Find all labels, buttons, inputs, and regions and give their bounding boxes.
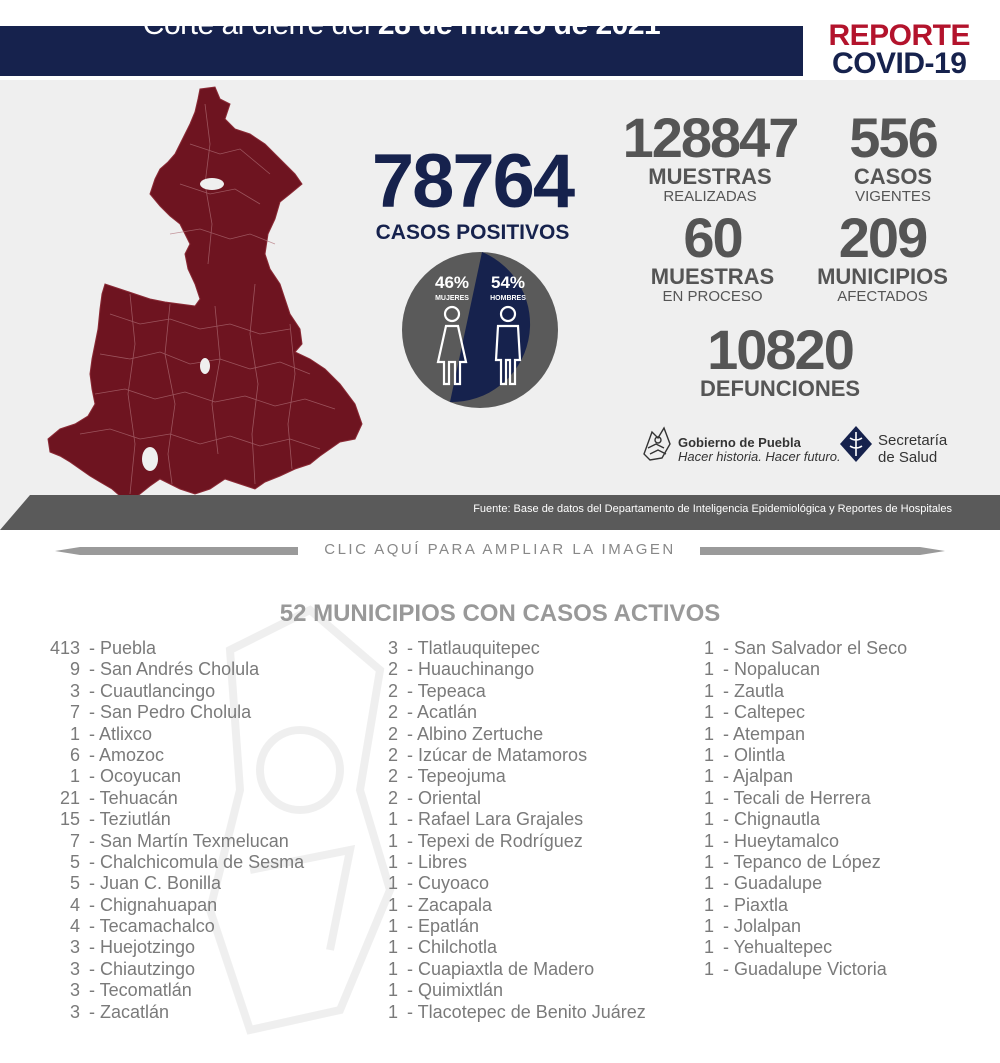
map-hole — [200, 358, 210, 374]
municipio-name: Epatlán — [418, 916, 480, 937]
separator: - — [84, 851, 100, 872]
stat-defunciones — [680, 318, 880, 401]
list-title: 52 MUNICIPIOS CON CASOS ACTIVOS — [279, 600, 721, 627]
list-item — [0, 980, 646, 1001]
report-line2: COVID-19 — [832, 47, 967, 80]
list-item — [0, 724, 907, 745]
municipio-count: 2 — [387, 723, 398, 744]
separator: - — [84, 702, 100, 723]
cut-date: 28 de marzo de 2021 — [377, 8, 661, 41]
separator: - — [84, 744, 100, 765]
municipio-count: 1 — [387, 809, 398, 830]
municipio-count: 7 — [69, 702, 80, 723]
separator: - — [718, 680, 734, 701]
municipio-name: Zacatlán — [100, 1001, 170, 1022]
cut-date-text — [0, 0, 803, 50]
municipio-name: Teziutlán — [99, 809, 171, 830]
municipio-count: 1 — [387, 916, 398, 937]
stat-sublabel: REALIZADAS — [663, 188, 757, 205]
municipio-name: Cuyoaco — [418, 873, 490, 894]
municipio-name: Amozoc — [99, 744, 165, 765]
municipio-count: 2 — [387, 787, 398, 808]
municipio-count: 1 — [387, 873, 398, 894]
map-hole — [142, 447, 158, 471]
stat-value: 128847 — [622, 106, 798, 169]
municipio-count: 1 — [387, 1001, 398, 1022]
stat-muestras-realizadas — [610, 106, 810, 206]
municipio-count: 1 — [69, 766, 80, 787]
municipio-count: 1 — [387, 958, 398, 979]
municipio-name: Atempan — [733, 723, 806, 744]
enlarge-image-link[interactable]: CLIC AQUÍ PARA AMPLIAR LA IMAGEN — [324, 541, 676, 558]
men-label: HOMBRES — [490, 295, 526, 302]
municipio-count: 1 — [703, 873, 714, 894]
separator: - — [84, 894, 100, 915]
municipio-name: Chignautla — [734, 809, 821, 830]
municipio-name: Tehuacán — [99, 787, 178, 808]
municipio-count: 5 — [69, 873, 80, 894]
municipio-name: Oriental — [418, 787, 482, 808]
separator: - — [84, 937, 100, 958]
separator: - — [718, 659, 734, 680]
separator: - — [402, 894, 418, 915]
stat-value: 209 — [838, 206, 927, 269]
separator: - — [84, 659, 100, 680]
municipio-count: 1 — [703, 638, 714, 658]
stat-value: 60 — [683, 206, 742, 269]
salud-line1: Secretaría — [878, 432, 948, 449]
municipio-name: Nopalucan — [734, 659, 821, 680]
logos — [638, 420, 968, 470]
municipio-count: 15 — [59, 809, 80, 830]
list-item — [0, 659, 907, 680]
source-text: Fuente: Base de datos del Departamento de Inteligencia Epidemiológica y Reportes de Hospitales — [473, 503, 952, 515]
list-item — [0, 638, 907, 659]
separator: - — [718, 638, 734, 658]
municipio-count: 1 — [703, 723, 714, 744]
separator: - — [718, 744, 734, 765]
municipio-count: 2 — [387, 659, 398, 680]
municipio-name: San Pedro Cholula — [100, 702, 252, 723]
list-item — [0, 702, 907, 723]
municipio-name: Ajalpan — [733, 766, 794, 787]
municipio-name: San Andrés Cholula — [100, 659, 260, 680]
separator: - — [402, 937, 418, 958]
separator: - — [718, 809, 734, 830]
list-item — [0, 895, 907, 916]
separator: - — [718, 958, 734, 979]
municipio-name: Chalchicomula de Sesma — [100, 851, 305, 872]
municipio-count: 1 — [387, 937, 398, 958]
municipio-count: 2 — [387, 766, 398, 787]
separator: - — [402, 851, 418, 872]
municipio-count: 1 — [387, 980, 398, 1001]
separator: - — [402, 809, 418, 830]
municipio-count: 2 — [387, 702, 398, 723]
separator: - — [84, 809, 100, 830]
men-pct: 54% — [490, 273, 526, 292]
list-item — [0, 788, 907, 809]
municipio-count: 3 — [69, 680, 80, 701]
municipio-count: 1 — [703, 916, 714, 937]
list-item — [0, 916, 907, 937]
stat-sublabel: VIGENTES — [855, 188, 931, 205]
municipio-count: 2 — [387, 744, 398, 765]
municipio-count: 3 — [69, 958, 80, 979]
municipio-count: 3 — [69, 1001, 80, 1022]
stat-municipios-afectados — [805, 206, 960, 306]
municipio-name: Albino Zertuche — [417, 723, 544, 744]
separator: - — [84, 873, 100, 894]
list-item — [0, 831, 907, 852]
municipio-count: 1 — [703, 702, 714, 723]
municipio-name: Cuautlancingo — [100, 680, 216, 701]
municipio-name: Huejotzingo — [100, 937, 196, 958]
women-pct: 46% — [434, 273, 470, 292]
municipio-name: Chiautzingo — [100, 958, 196, 979]
municipio-count: 1 — [703, 659, 714, 680]
separator: - — [84, 680, 100, 701]
municipio-count: 1 — [703, 809, 714, 830]
separator: - — [402, 787, 418, 808]
list-item — [0, 809, 907, 830]
municipio-name: Tepeojuma — [417, 766, 506, 787]
municipio-name: Tepanco de López — [733, 851, 881, 872]
women-label: MUJERES — [435, 295, 469, 302]
separator: - — [402, 638, 418, 658]
municipio-count: 4 — [69, 916, 80, 937]
municipio-name: Atlixco — [99, 723, 153, 744]
municipio-name: Tlatlauquitepec — [417, 638, 540, 658]
municipio-name: Guadalupe — [734, 873, 823, 894]
municipio-count: 1 — [387, 851, 398, 872]
municipio-name: Tepexi de Rodríguez — [417, 830, 583, 851]
municipio-count: 1 — [703, 958, 714, 979]
municipio-name: Tepeaca — [417, 680, 486, 701]
municipio-count: 1 — [703, 680, 714, 701]
separator: - — [402, 744, 418, 765]
municipio-count: 6 — [69, 744, 80, 765]
municipio-count: 1 — [703, 894, 714, 915]
separator: - — [718, 766, 734, 787]
separator: - — [402, 873, 418, 894]
stat-label: MUNICIPIOS — [817, 264, 948, 289]
municipio-name: Acatlán — [417, 702, 478, 723]
municipio-name: Tlacotepec de Benito Juárez — [417, 1001, 646, 1022]
municipio-count: 4 — [69, 894, 80, 915]
municipio-name: Puebla — [100, 638, 157, 658]
separator: - — [718, 894, 734, 915]
municipio-name: Chilchotla — [418, 937, 498, 958]
separator: - — [402, 830, 418, 851]
separator: - — [718, 787, 734, 808]
municipio-count: 2 — [387, 680, 398, 701]
stat-label: DEFUNCIONES — [699, 376, 861, 401]
municipio-name: Yehualtepec — [733, 937, 833, 958]
municipio-name: Juan C. Bonilla — [100, 873, 222, 894]
gobierno-emblem-icon — [638, 424, 676, 464]
municipio-name: Rafael Lara Grajales — [418, 809, 584, 830]
positives-block — [360, 139, 585, 244]
municipio-name: Tecali de Herrera — [733, 787, 871, 808]
list-item — [0, 937, 907, 958]
municipio-name: Hueytamalco — [734, 830, 840, 851]
municipio-name: Izúcar de Matamoros — [418, 744, 588, 765]
municipio-count: 5 — [69, 851, 80, 872]
separator: - — [84, 787, 100, 808]
stat-sublabel: AFECTADOS — [837, 288, 928, 305]
municipio-count: 21 — [59, 787, 80, 808]
municipio-name: Cuapiaxtla de Madero — [418, 958, 595, 979]
stat-value: 10820 — [707, 318, 853, 381]
municipio-name: Zautla — [734, 680, 785, 701]
stat-value: 556 — [849, 106, 937, 169]
cut-prefix: Corte al cierre del — [142, 8, 378, 41]
municipio-name: Tecomatlán — [99, 980, 192, 1001]
separator: - — [84, 980, 100, 1001]
separator: - — [402, 980, 418, 1001]
stat-muestras-proceso — [630, 206, 795, 306]
separator: - — [84, 638, 100, 658]
separator: - — [718, 830, 734, 851]
municipio-count: 3 — [69, 980, 80, 1001]
separator: - — [402, 723, 418, 744]
municipio-count: 9 — [69, 659, 80, 680]
separator: - — [402, 680, 418, 701]
separator: - — [84, 958, 100, 979]
municipio-name: Olintla — [734, 744, 786, 765]
separator: - — [402, 958, 418, 979]
municipio-count: 1 — [387, 894, 398, 915]
gender-split-chart — [400, 250, 560, 410]
municipio-count: 3 — [387, 638, 398, 658]
municipio-name: Ocoyucan — [100, 766, 182, 787]
municipio-count: 3 — [69, 937, 80, 958]
municipio-count: 1 — [703, 744, 714, 765]
municipio-name: San Martín Texmelucan — [100, 830, 289, 851]
municipio-count: 1 — [703, 937, 714, 958]
salud-emblem-icon — [838, 424, 874, 464]
list-item — [0, 959, 907, 980]
stat-sublabel: EN PROCESO — [662, 288, 763, 305]
municipio-name: San Salvador el Seco — [734, 638, 908, 658]
municipio-count: 1 — [703, 851, 714, 872]
list-item — [0, 1002, 646, 1023]
municipio-count: 1 — [703, 830, 714, 851]
separator: - — [718, 873, 734, 894]
salud-line2: de Salud — [878, 449, 938, 466]
separator: - — [402, 916, 418, 937]
stat-label: CASOS — [853, 164, 933, 189]
municipios-column-3 — [0, 638, 907, 980]
positives-value: 78764 — [371, 139, 574, 224]
separator: - — [84, 723, 100, 744]
municipio-count: 413 — [49, 638, 80, 658]
report-title — [828, 19, 970, 80]
municipio-name: Guadalupe Victoria — [734, 958, 887, 979]
separator: - — [84, 766, 100, 787]
gobierno-slogan: Hacer historia. Hacer futuro. — [678, 449, 841, 464]
municipio-count: 1 — [387, 830, 398, 851]
report-line1: REPORTE — [828, 19, 970, 52]
separator: - — [718, 851, 734, 872]
municipio-name: Huauchinango — [418, 659, 535, 680]
separator: - — [718, 723, 734, 744]
separator: - — [84, 830, 100, 851]
map-hole — [200, 178, 224, 190]
puebla-map[interactable] — [40, 84, 370, 509]
separator: - — [402, 1001, 418, 1022]
municipio-count: 7 — [69, 830, 80, 851]
list-item — [0, 873, 907, 894]
separator: - — [718, 702, 734, 723]
municipio-name: Chignahuapan — [100, 894, 218, 915]
municipio-count: 1 — [703, 787, 714, 808]
stat-label: MUESTRAS — [650, 264, 775, 289]
municipio-name: Libres — [418, 851, 468, 872]
separator: - — [402, 659, 418, 680]
separator: - — [84, 916, 100, 937]
list-item — [0, 766, 907, 787]
list-item — [0, 852, 907, 873]
list-item — [0, 745, 907, 766]
list-item — [0, 681, 907, 702]
stat-casos-vigentes — [818, 106, 968, 206]
municipio-name: Jolalpan — [734, 916, 802, 937]
separator: - — [402, 702, 418, 723]
separator: - — [718, 916, 734, 937]
gobierno-puebla-logo — [638, 424, 841, 469]
municipio-name: Quimixtlán — [418, 980, 504, 1001]
stat-label: MUESTRAS — [648, 164, 772, 189]
secretaria-salud-logo — [838, 424, 948, 469]
municipio-count: 1 — [69, 723, 80, 744]
separator: - — [84, 1001, 100, 1022]
positives-label: CASOS POSITIVOS — [375, 221, 570, 244]
municipio-count: 1 — [703, 766, 714, 787]
municipio-name: Caltepec — [734, 702, 806, 723]
separator: - — [718, 937, 734, 958]
municipio-name: Tecamachalco — [99, 916, 215, 937]
municipio-name: Zacapala — [418, 894, 493, 915]
separator: - — [402, 766, 418, 787]
municipio-name: Piaxtla — [734, 894, 789, 915]
gobierno-name: Gobierno de Puebla — [678, 435, 801, 450]
